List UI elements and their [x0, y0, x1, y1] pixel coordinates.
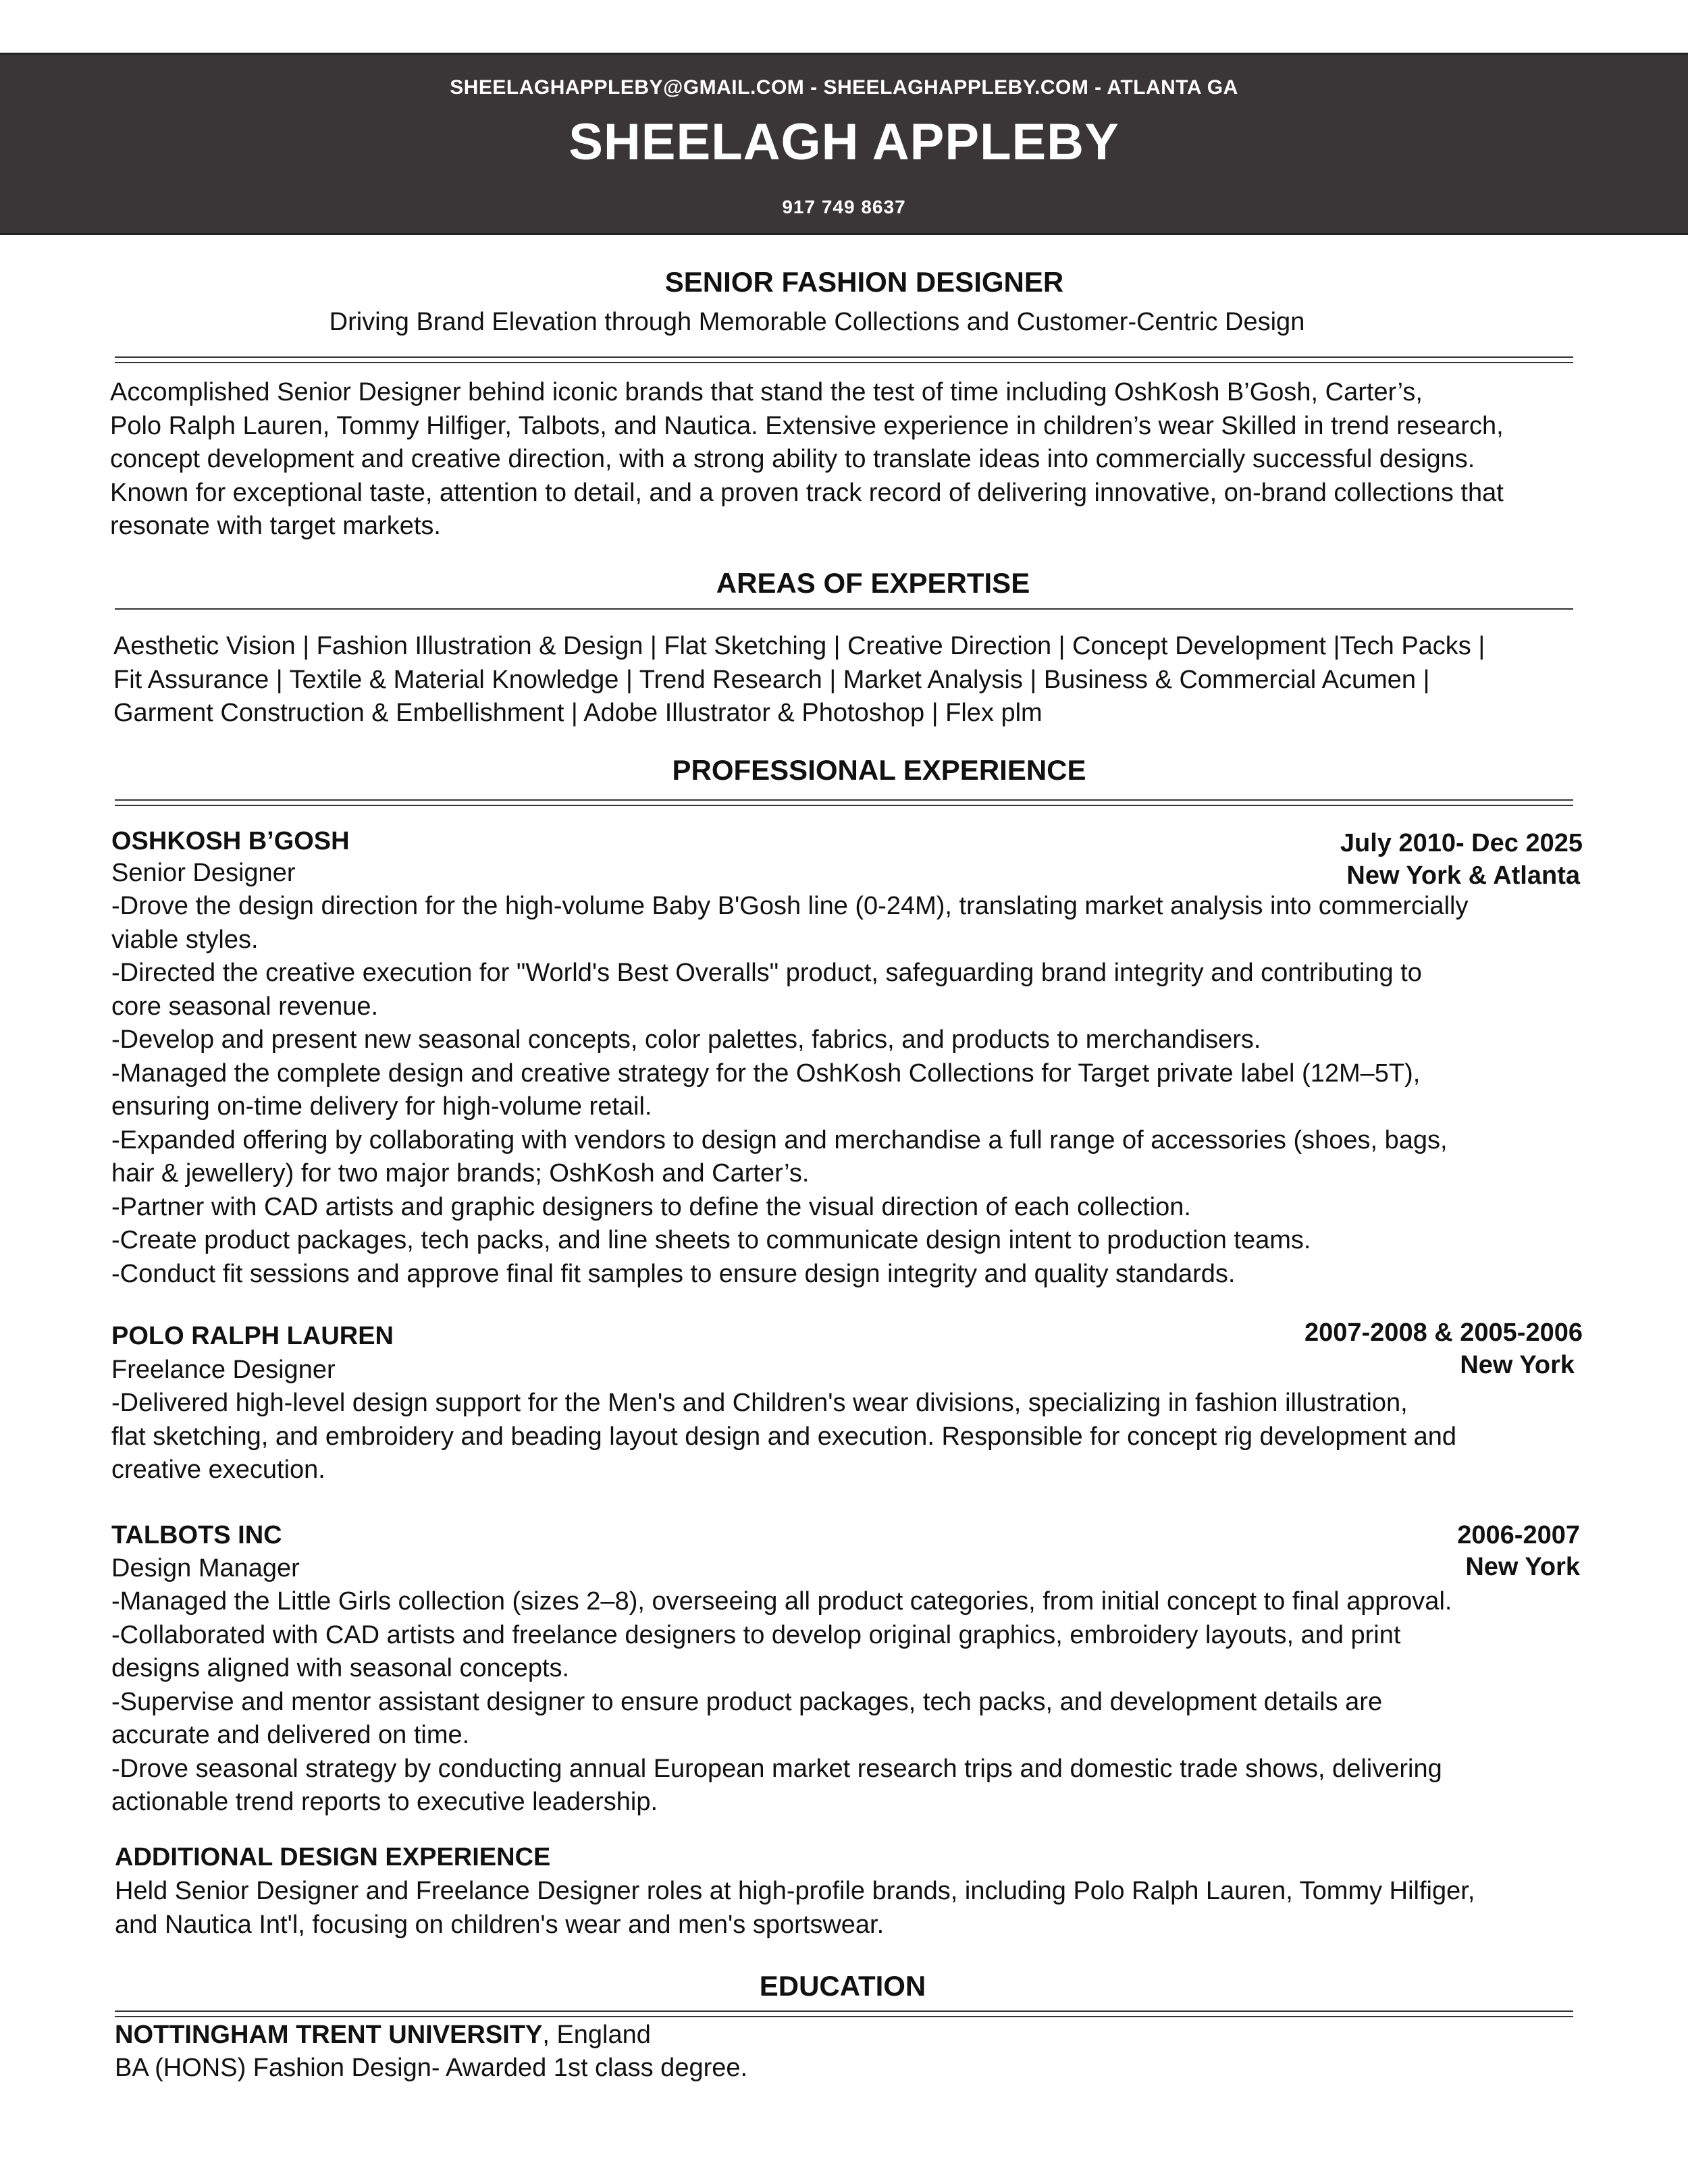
job-title: SENIOR FASHION DESIGNER: [664, 266, 1064, 298]
phone-number: 917 749 8637: [782, 196, 906, 217]
detail-line: -Partner with CAD artists and graphic designers to define the visual direction of each collection.: [111, 1192, 1191, 1221]
summary-line: Known for exceptional taste, attention to detail, and a proven track record of delivering innovative, on-brand collections that: [110, 478, 1504, 507]
job-dates: 2007-2008 & 2005-2006: [1304, 1319, 1583, 1347]
divider: [115, 362, 1573, 363]
detail-line: -Collaborated with CAD artists and freelance designers to develop original graphics, embroidery layouts, and print: [111, 1620, 1401, 1649]
tagline: Driving Brand Elevation through Memorable Collections and Customer-Centric Design: [329, 308, 1305, 336]
summary-line: resonate with target markets.: [110, 512, 441, 540]
job-details: [111, 1585, 1452, 1819]
education-degree: BA (HONS) Fashion Design- Awarded 1st class degree.: [115, 2054, 748, 2082]
job-role: Freelance Designer: [111, 1356, 336, 1384]
divider: [115, 356, 1573, 358]
additional-heading: ADDITIONAL DESIGN EXPERIENCE: [115, 1843, 551, 1871]
additional-line: Held Senior Designer and Freelance Designer roles at high-profile brands, including Polo Ralph Lauren, Tommy Hilfiger,: [115, 1877, 1475, 1905]
detail-line: -Conduct fit sessions and approve final fit samples to ensure design integrity and quality standards.: [111, 1259, 1236, 1288]
company-name: POLO RALPH LAUREN: [111, 1322, 394, 1350]
expertise-line: Aesthetic Vision | Fashion Illustration & Design | Flat Sketching | Creative Direction | Concept Development |Tech Packs |: [113, 632, 1485, 660]
job-location: New York & Atlanta: [1346, 861, 1580, 890]
candidate-name: SHEELAGH APPLEBY: [569, 113, 1119, 171]
summary-line: concept development and creative direction, with a strong ability to translate ideas into commercially successful designs.: [110, 445, 1475, 473]
job-location: New York: [1465, 1553, 1580, 1581]
detail-line: actionable trend reports to executive leadership.: [111, 1788, 658, 1816]
additional-line: and Nautica Int'l, focusing on children's wear and men's sportswear.: [115, 1910, 885, 1939]
job-role: Senior Designer: [111, 859, 296, 887]
divider: [115, 2016, 1573, 2017]
education-school: [115, 2019, 651, 2052]
detail-line: core seasonal revenue.: [111, 992, 379, 1021]
job-dates: 2006-2007: [1457, 1521, 1580, 1549]
expertise-heading: AREAS OF EXPERTISE: [716, 567, 1030, 599]
detail-line: -Create product packages, tech packs, and line sheets to communicate design intent to production teams.: [111, 1226, 1311, 1254]
detail-line: creative execution.: [111, 1456, 325, 1484]
detail-line: ensuring on-time delivery for high-volume retail.: [111, 1092, 652, 1121]
summary: [110, 376, 1504, 543]
detail-line: -Directed the creative execution for "World's Best Overalls" product, safeguarding brand integrity and contributing to: [111, 959, 1422, 987]
summary-line: Polo Ralph Lauren, Tommy Hilfiger, Talbots, and Nautica. Extensive experience in children’s wear Skilled in trend research,: [110, 411, 1504, 440]
experience-heading: PROFESSIONAL EXPERIENCE: [672, 754, 1086, 786]
job-role: Design Manager: [111, 1554, 300, 1582]
detail-line: -Supervise and mentor assistant designer to ensure product packages, tech packs, and development details are: [111, 1687, 1383, 1716]
expertise-line: Garment Construction & Embellishment | Adobe Illustrator & Photoshop | Flex plm: [113, 699, 1043, 727]
job-details: [111, 1387, 1456, 1487]
divider: [115, 2010, 1573, 2012]
school-name: NOTTINGHAM TRENT UNIVERSITY: [115, 2021, 543, 2049]
job-dates: July 2010- Dec 2025: [1340, 829, 1583, 857]
detail-line: -Develop and present new seasonal concepts, color palettes, fabrics, and products to merchandisers.: [111, 1026, 1261, 1054]
header-banner: [0, 53, 1688, 235]
detail-line: designs aligned with seasonal concepts.: [111, 1654, 570, 1682]
contact-line: SHEELAGHAPPLEBY@GMAIL.COM - SHEELAGHAPPLEBY.COM - ATLANTA GA: [450, 76, 1238, 99]
divider: [115, 608, 1573, 610]
job-location: New York: [1460, 1351, 1575, 1379]
summary-line: Accomplished Senior Designer behind iconic brands that stand the test of time including OshKosh B’Gosh, Carter’s,: [110, 378, 1423, 406]
detail-line: -Delivered high-level design support for the Men's and Children's wear divisions, specializing in fashion illustration,: [111, 1389, 1408, 1417]
detail-line: accurate and delivered on time.: [111, 1721, 470, 1749]
company-name: TALBOTS INC: [111, 1521, 282, 1549]
company-name: OSHKOSH B’GOSH: [111, 827, 350, 855]
job-details: [111, 890, 1468, 1291]
education-heading: EDUCATION: [759, 1970, 926, 2002]
detail-line: -Managed the Little Girls collection (sizes 2–8), overseeing all product categories, from initial concept to final approval.: [111, 1587, 1452, 1616]
additional-text: [115, 1875, 1475, 1942]
detail-line: -Drove seasonal strategy by conducting annual European market research trips and domestic trade shows, delivering: [111, 1754, 1442, 1783]
divider: [115, 799, 1573, 801]
detail-line: viable styles.: [111, 925, 259, 954]
detail-line: flat sketching, and embroidery and beading layout design and execution. Responsible for concept rig development and: [111, 1422, 1457, 1451]
school-location: , England: [542, 2021, 651, 2049]
detail-line: hair & jewellery) for two major brands; OshKosh and Carter’s.: [111, 1159, 810, 1188]
detail-line: -Drove the design direction for the high-volume Baby B'Gosh line (0-24M), translating market analysis into commercially: [111, 892, 1469, 920]
divider: [115, 805, 1573, 806]
expertise-list: [113, 630, 1485, 730]
detail-line: -Managed the complete design and creative strategy for the OshKosh Collections for Target private label (12M–5T),: [111, 1059, 1421, 1088]
detail-line: -Expanded offering by collaborating with vendors to design and merchandise a full range of accessories (shoes, bags,: [111, 1125, 1448, 1154]
expertise-line: Fit Assurance | Textile & Material Knowledge | Trend Research | Market Analysis | Business & Commercial Acumen |: [113, 665, 1430, 694]
